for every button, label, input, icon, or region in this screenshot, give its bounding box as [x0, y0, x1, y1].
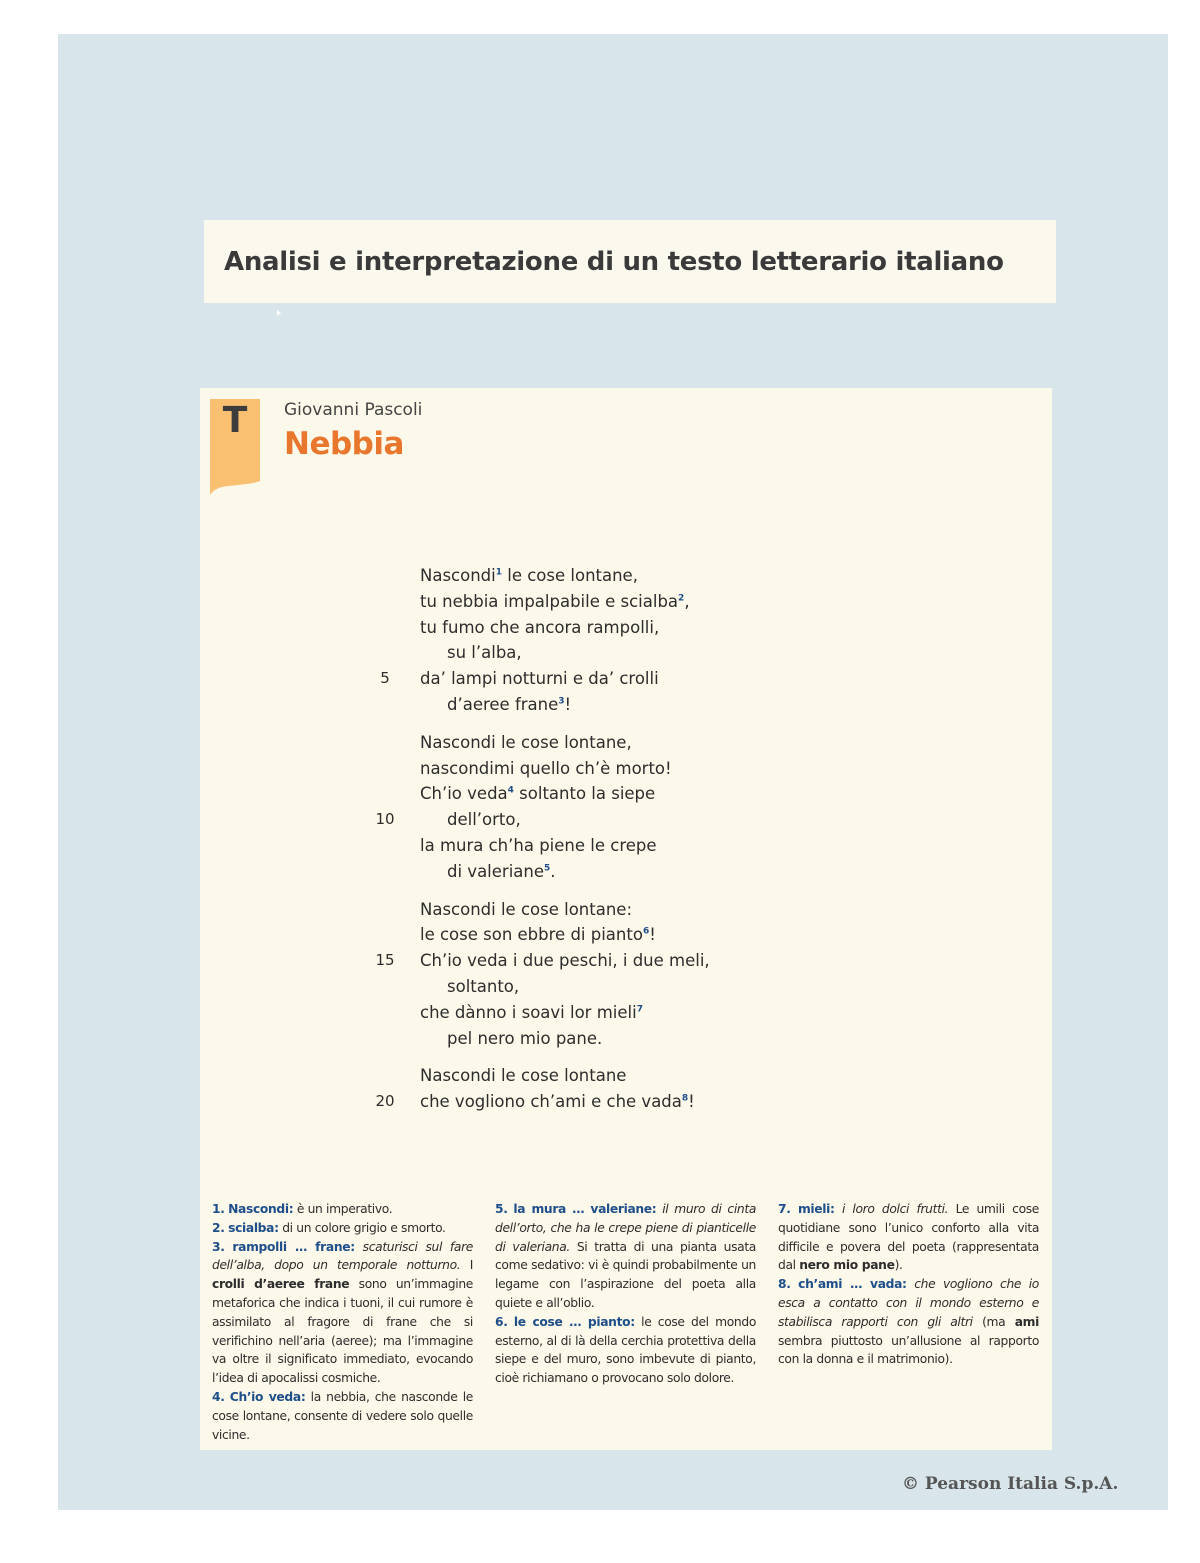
footnotes: [212, 1200, 1040, 1444]
poem-line: 10 dell’orto,: [420, 810, 820, 836]
poem-line: 5 da’ lampi notturni e da’ crolli: [420, 669, 820, 695]
footnote-6: 6. le cose … pianto: le cose del mondo esterno, al di là della cerchia protettiva della siepe e del muro, sono imbevute di pianto, cioè richiamano o provocano solo dolore.: [495, 1314, 756, 1386]
text-badge: [210, 399, 260, 495]
poem-line: su l’alba,: [447, 643, 522, 663]
poem-line: Nascondi$^1$ le cose lontane,: [420, 566, 638, 585]
footnote-4: 4. Ch’io veda: la nebbia, che nasconde le cose lontane, consente di vedere solo quelle vicine.: [212, 1389, 473, 1442]
poem-line: tu fumo che ancora rampolli,: [420, 617, 660, 637]
poem-line: d’aeree frane$^3$!: [447, 694, 572, 714]
poem-body: [375, 566, 820, 1118]
poem-line: Nascondi le cose lontane,: [420, 732, 632, 752]
footnote-3: 3. rampolli … frane: scaturisci sul fare dell’alba, dopo un temporale notturno. I crolli d’aeree frane sono un’immagine metaforica che indica i tuoni, il cui rumore è assimilato al fragore di frane che si verifichino nell’aria (aeree); ma l’immagine va oltre il significato immediato, evocando l’idea di apocalissi cosmiche.: [212, 1239, 474, 1386]
banner-title: Analisi e interpretazione di un testo letterario italiano: [224, 246, 1004, 277]
poem-line: Nascondi le cose lontane:: [420, 899, 633, 919]
poem-line: soltanto,: [447, 976, 520, 996]
line-number: 20: [375, 1092, 395, 1111]
poem-line: Ch’io veda$^4$ soltanto la siepe: [420, 784, 656, 804]
footnote-1: 1. Nascondi: è un imperativo.: [212, 1202, 393, 1216]
footnote-2: 2. scialba: di un colore grigio e smorto.: [212, 1220, 446, 1235]
footnote-5: 5. la mura … valeriane: il muro di cinta dell’orto, che ha le crepe piene di pianticelle di valeriana. Si tratta di una pianta usata come sedativo: vi è quindi probabilmente un legame con l’aspirazione del poeta alla quiete e all’oblio.: [495, 1202, 757, 1310]
page-background: [58, 34, 1168, 1510]
poem-line: Nascondi le cose lontane: [420, 1066, 627, 1086]
section-banner: [204, 220, 1056, 303]
badge-letter: T: [222, 400, 248, 441]
poem-line: le cose son ebbre di pianto$^6$!: [420, 925, 656, 945]
footnote-7: 7. mieli: i loro dolci frutti. Le umili cose quotidiane sono l’unico conforto alla vita difficile e povera del poeta (rappresentata dal nero mio pane).: [778, 1202, 1040, 1273]
footnote-column-1: [212, 1200, 473, 1444]
poem-line: 20 che vogliono ch’ami e che vada$^8$!: [420, 1092, 820, 1118]
poem-line: la mura ch’ha piene le crepe: [420, 835, 657, 855]
author-name: Giovanni Pascoli: [284, 400, 423, 420]
poem-title: Nebbia: [284, 426, 404, 462]
arrow-marker-icon: [277, 310, 281, 316]
poem-line: che dànno i soavi lor mieli$^7$: [420, 1002, 643, 1022]
footnote-8: 8. ch’ami … vada: che vogliono che io esca a contatto con il mondo esterno e stabilisca rapporti con gli altri (ma ami sembra piuttosto un’allusione al rapporto con la donna e il matrimonio).: [778, 1277, 1039, 1367]
line-number: 5: [380, 669, 390, 688]
poem-line: tu nebbia impalpabile e scialba$^2$,: [420, 591, 690, 611]
footnote-column-2: [495, 1200, 756, 1444]
poem-line: di valeriane$^5$.: [447, 861, 556, 881]
poem-line: nascondimi quello ch’è morto!: [420, 758, 672, 778]
poem-line: 15 Ch’io veda i due peschi, i due meli,: [420, 951, 820, 977]
line-number: 15: [375, 951, 395, 970]
text-panel: [200, 388, 1052, 1450]
poem-line: pel nero mio pane.: [447, 1028, 603, 1048]
footnote-column-3: [778, 1200, 1039, 1444]
copyright-notice: © Pearson Italia S.p.A.: [902, 1474, 1119, 1494]
line-number: 10: [375, 810, 395, 829]
